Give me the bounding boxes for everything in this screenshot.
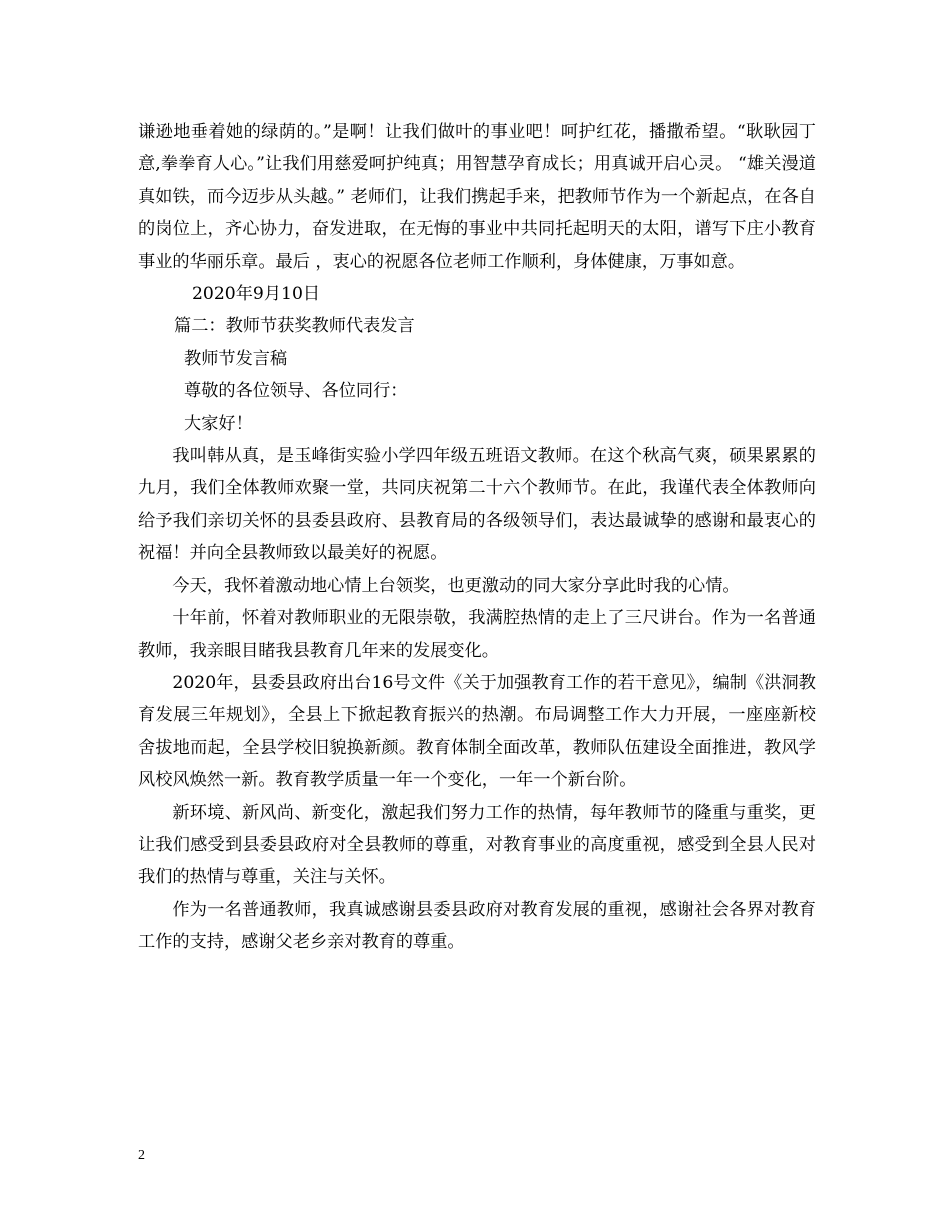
document-body <box>138 116 816 959</box>
speech-title: 教师节发言稿 <box>184 348 288 369</box>
date-line: 2020年9月10日 <box>192 284 321 305</box>
paragraph-today: 今天，我怀着激动地心情上台领奖，也更激动的同大家分享此时我的心情。 <box>172 575 740 596</box>
greeting: 大家好！ <box>184 413 253 434</box>
paragraph-2020: 2020年，县委县政府出台16号文件《关于加强教育工作的若干意见》，编制《洪洞教育发展三年规划》，全县上下掀起教育振兴的热潮。布局调整工作大力开展，一座座新校舍拔地而起，全县学校旧貌换新颜。教育体制全面改革，教师队伍建设全面推进，教风学风校风焕然一新。教育教学质量一年一个变化，一年一个新台阶。 <box>138 672 816 791</box>
page-number: 2 <box>138 1148 145 1163</box>
paragraph-ten-years: 十年前，怀着对教师职业的无限崇敬，我满腔热情的走上了三尺讲台。作为一名普通教师，我亲眼目睹我县教育几年来的发展变化。 <box>138 608 816 661</box>
section-title: 篇二：教师节获奖教师代表发言 <box>174 316 415 337</box>
paragraph-thanks: 作为一名普通教师，我真诚感谢县委县政府对教育发展的重视，感谢社会各界对教育工作的支持，感谢父老乡亲对教育的尊重。 <box>138 899 816 953</box>
paragraph-continued: 谦逊地垂着她的绿荫的。”是啊！让我们做叶的事业吧！呵护红花，播撒希望。“耿耿园丁意,拳拳育人心。”让我们用慈爱呵护纯真；用智慧孕育成长；用真诚开启心灵。 “雄关漫道真如铁，而今迈步从头越。” 老师们，让我们携起手来，把教师节作为一个新起点，在各自的岗位上，齐心协力，奋发进取，在无悔的事业中共同托起明天的太阳，谱写下庄小教育事业的华丽乐章。最后 ，衷心的祝愿各位老师工作顺利，身体健康，万事如意。 <box>138 122 816 272</box>
paragraph-new-environment: 新环境、新风尚、新变化，激起我们努力工作的热情，每年教师节的隆重与重奖，更让我们感受到县委县政府对全县教师的尊重，对教育事业的高度重视，感受到全县人民对我们的热情与尊重，关注与关怀。 <box>138 802 816 888</box>
salutation: 尊敬的各位领导、各位同行： <box>184 381 408 402</box>
paragraph-introduction: 我叫韩从真，是玉峰街实验小学四年级五班语文教师。在这个秋高气爽，硕果累累的九月，我们全体教师欢聚一堂，共同庆祝第二十六个教师节。在此，我谨代表全体教师向给予我们亲切关怀的县委县政府、县教育局的各级领导们，表达最诚挚的感谢和最衷心的祝福！并向全县教师致以最美好的祝愿。 <box>138 446 816 564</box>
